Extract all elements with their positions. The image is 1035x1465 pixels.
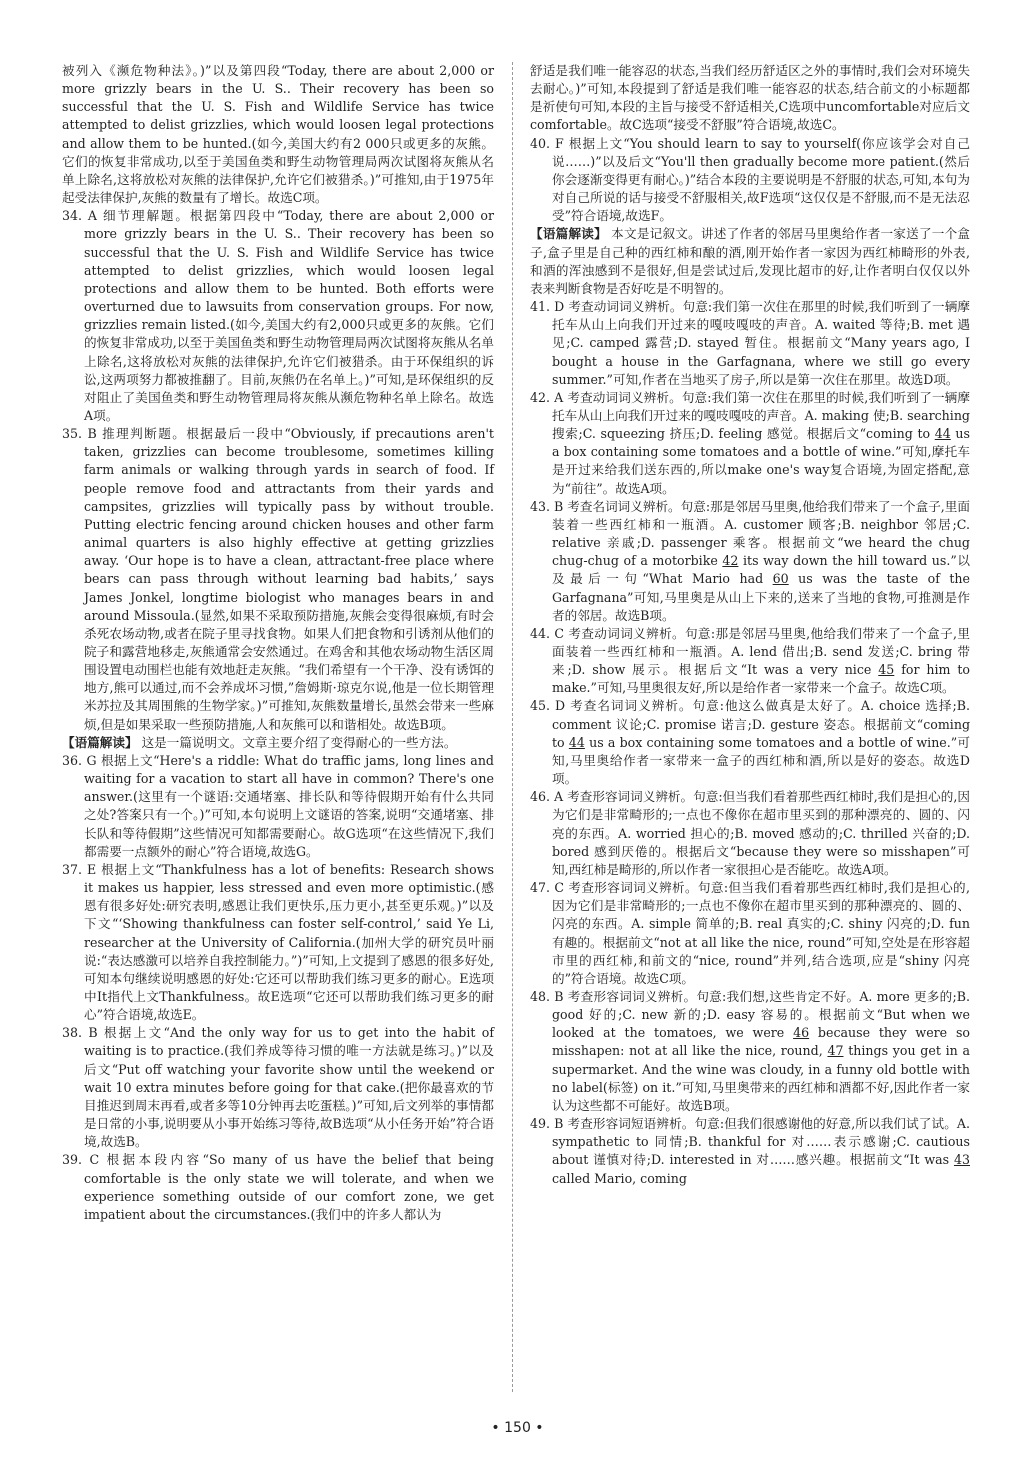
text-part: us a box containing some tomatoes and a bottle of wine.”可知,马里奥给作者一家带来一盒子的西红柿和酒,所以是好的姿态。故选D项。 [552, 734, 970, 787]
passage-analysis-text: 这是一篇说明文。文章主要介绍了变得耐心的一些方法。 [137, 734, 457, 750]
text-part: 45. D 考查名词词义辨析。句意:他这么做真是太好了。A. choice 选择;B. comment 议论;C. promise 诺言;D. gesture 姿态。根据前文“coming to [530, 698, 970, 750]
answer-40: 40. F 根据上文“You should learn to say to yourself(你应该学会对自己说……)”以及后文“You'll then gradually become more patient.(然后你会逐渐变得更有耐心。)”结合本段的主要说明是不舒服的状态,可知,本句为对自己所说的话与接受不舒服相关,故F选项“这仅仅是不舒服,而不是无法忍受”符合语境,故选F。 [530, 135, 970, 224]
answer-38: 38. B 根据上文“And the only way for us to get into the habit of waiting is to practice.(我们养成等待习惯的唯一方法就是练习。)”以及后文“Put off watching your favorite show until the weekend or wait 10 extra minutes before going for that cake.(把你最喜欢的节目推迟到周末再看,或者多等10分钟再去吃蛋糕。)”可知,后文列举的事情都是日常的小事,说明要从小事开始练习等待,故B选项“从小任务开始”符合语境,故选B。 [62, 1025, 494, 1150]
answer-42 [530, 389, 970, 498]
answer-36: 36. G 根据上文“Here's a riddle: What do traffic jams, long lines and waiting for a vacation to start all have in common? There's one answer.(这里有一个谜语:交通堵塞、排长队和等待假期开始有什么共同之处?答案只有一个。)”可知,本句说明上文谜语的答案,说明“交通堵塞、排长队和等待假期”这些情况可知都需要耐心。故G选项“在这些情况下,我们都需要一点额外的耐心”符合语境,故选G。 [62, 752, 494, 859]
answer-48 [530, 988, 970, 1115]
passage-analysis-title: 【语篇解读】 [530, 226, 607, 242]
answer-44 [530, 625, 970, 698]
answer-39: 39. C 根据本段内容“So many of us have the belief that being comfortable is the only state we will tolerate, and when we experience something outside of our comfort zone, we get impatient about the circumstances.(我们中的许多人都认为 [62, 1152, 494, 1222]
page-number: • 150 • [491, 1420, 544, 1436]
passage-analysis-title: 【语篇解读】 [62, 734, 138, 750]
column-divider [512, 62, 513, 1392]
text-part: 49. B 考查形容词短语辨析。句意:但我们很感谢他的好意,所以我们试了试。A. sympathetic to 同情;B. thankful for 对……表示感谢;C. cautious about 谨慎对待;D. interested in 对……感兴趣。根据前文“It was [530, 1116, 970, 1168]
passage-analysis [530, 225, 970, 298]
text-part: its way down the hill toward us.”以及最后一句“What Mario had [552, 553, 970, 587]
passage-analysis [62, 734, 494, 752]
blank-number: 43 [953, 1152, 970, 1168]
right-column [530, 62, 970, 1188]
blank-number: 42 [722, 553, 739, 569]
blank-number: 60 [772, 571, 789, 587]
text-part: things you get in a supermarket. And the wine was cloudy, in a funny old bottle with no label(标签) on it.”可知,马里奥带来的西红柿和酒都不好,因此作者一家认为这些都不可能好。故选B项。 [552, 1043, 970, 1113]
text-part: 48. B 考查形容词词义辨析。句意:我们想,这些肯定不好。A. more 更多的;B. good 好的;C. new 新的;D. easy 容易的。根据前文“But when we looked at the tomatoes, we were [530, 988, 970, 1041]
answer-35: 35. B 推理判断题。根据最后一段中“Obviously, if precautions aren't taken, grizzlies can become troublesome, sometimes killing farm animals or walking through yards in search of food. If people remove food and attractants from their yards and campsites, grizzlies will typically pass by without trouble. Putting electric fencing around chicken houses and other farm animal quarters is also highly effective at getting grizzlies away. ‘Our hope is to have a clean, attractant-free place where bears can pass through without learning bad habits,’ says James Jonkel, longtime biologist who manages bears in and around Missoula.(显然,如果不采取预防措施,灰熊会变得很麻烦,有时会杀死农场动物,或者在院子里寻找食物。如果人们把食物和引诱剂从他们的院子和露营地移走,灰熊通常会安然通过。在鸡舍和其他农场动物生活区周围设置电动围栏也能有效地赶走灰熊。“我们希望有一个干净、没有诱饵的地方,熊可以通过,而不会养成坏习惯,”詹姆斯·琼克尔说,他是一位长期管理米苏拉及其周围熊的生物学家。)”可推知,灰熊数量增长,虽然会带来一些麻烦,但是如果采取一些预防措施,人和灰熊可以和谐相处。故选B项。 [62, 426, 494, 732]
answer-34: 34. A 细节理解题。根据第四段中“Today, there are about 2,000 or more grizzly bears in the U. S.. Their recovery has been so successful that the U. S. Fish and Wildlife Service has twice attempted to delist grizzlies, which would loosen legal protections and allow them to be hunted. Both efforts were overturned due to lawsuits from conservation groups. For now, grizzlies remain listed.(如今,美国大约有2,000只或更多的灰熊。它们的恢复非常成功,以至于美国鱼类和野生动物管理局两次试图将灰熊从名单上除名,这将放松对灰熊的法律保护,允许它们被猎杀。由于环保组织的诉讼,这两项努力都被推翻了。目前,灰熊仍在名单上。)”可知,是环保组织的反对阻止了美国鱼类和野生动物管理局将灰熊从濒危物种名单上除名。故选A项。 [62, 208, 494, 423]
paragraph-continuation: 舒适是我们唯一能容忍的状态,当我们经历舒适区之外的事情时,我们会对环境失去耐心。)”可知,本段提到了舒适是我们唯一能容忍的状态,结合前文的小标题都是祈使句可知,本段的主旨与接受不舒适相关,C选项中uncomfortable对应后文comfortable。故C选项“接受不舒服”符合语境,故选C。 [530, 63, 970, 133]
passage-analysis-text: 本文是记叙文。讲述了作者的邻居马里奥给作者一家送了一个盒子,盒子里是自己种的西红柿和酿的酒,刚开始作者一家因为西红柿畸形的外表,和酒的浑浊感到不是很好,但是尝试过后,发现比超市的好,让作者明白仅仅以外表来判断食物是否好吃是不明智的。 [530, 226, 971, 296]
answer-43 [530, 498, 970, 625]
blank-number: 47 [827, 1043, 844, 1059]
answer-41: 41. D 考查动词词义辨析。句意:我们第一次住在那里的时候,我们听到了一辆摩托车从山上向我们开过来的嘎吱嘎吱的声音。A. waited 等待;B. met 遇见;C. camped 露营;D. stayed 暂住。根据前文“Many years ago, I bought a house in the Garfagnana, where we still go every summer.”可知,作者在当地买了房子,所以是第一次住在那里。故选D项。 [530, 299, 970, 387]
blank-number: 46 [793, 1025, 810, 1041]
answer-47: 47. C 考查形容词词义辨析。句意:但当我们看着那些西红柿时,我们是担心的,因为它们是非常畸形的;一点也不像你在超市里买到的那种漂亮的、圆的、闪亮的东西。A. simple 简单的;B. real 真实的;C. shiny 闪亮的;D. fun 有趣的。根据前文“not at all like the nice, round”可知,空处是在形容超市里的西红柿,和前文的“nice, round”并列,结合选项,应是“shiny 闪亮的”符合语境。故选C项。 [530, 880, 970, 986]
answer-49 [530, 1115, 970, 1188]
text-part: for him to make.”可知,马里奥很友好,所以是给作者一家带来一个盒子。故选C项。 [552, 662, 971, 696]
blank-number: 44 [568, 734, 585, 750]
left-column [62, 62, 494, 1224]
text-part: 43. B 考查名词词义辨析。句意:那是邻居马里奥,他给我们带来了一个盒子,里面装着一些西红柿和一瓶酒。A. customer 顾客;B. neighbor 邻居;C. relative 亲戚;D. passenger 乘客。根据前文“we heard the chug chug-chug of a motorbike [530, 498, 970, 569]
text-part: called Mario, coming [552, 1170, 687, 1186]
text-part: 44. C 考查动词词义辨析。句意:那是邻居马里奥,他给我们带来了一个盒子,里面装着一些西红柿和一瓶酒。A. lend 借出;B. send 发送;C. bring 带来;D. show 展示。根据后文“It was a very nice [530, 625, 970, 678]
text-part: us was the taste of the Garfagnana”可知,马里奥是从山上下来的,送来了当地的食物,可推测是作者的邻居。故选B项。 [552, 571, 970, 623]
blank-number: 44 [934, 426, 951, 442]
answer-46: 46. A 考查形容词词义辨析。句意:但当我们看着那些西红柿时,我们是担心的,因为它们是非常畸形的;一点也不像你在超市里买到的那种漂亮的、圆的、闪亮的东西。A. worried 担心的;B. moved 感动的;C. thrilled 兴奋的;D. bored 感到厌倦的。根据后文“because they were so misshapen”可知,西红柿是畸形的,所以作者一家很担心是否能吃。故选A项。 [530, 789, 970, 877]
text-part: because they were so misshapen: not at all like the nice, round, [552, 1025, 970, 1059]
blank-number: 45 [878, 662, 895, 678]
answer-37: 37. E 根据上文“Thankfulness has a lot of benefits: Research shows it makes us happier, less stressed and even more optimistic.(感恩有很多好处:研究表明,感恩让我们更快乐,压力更小,甚至更乐观。)”以及下文“‘Showing thankfulness can foster self-control,’ said Ye Li, researcher at the University of California.(加州大学的研究员叶丽说:“表达感激可以培养自我控制能力。”)”可知,上文提到了感恩的很多好处,可知本句继续说明感恩的好处:它还可以帮助我们练习更多的耐心。E选项中It指代上文Thankfulness。故E选项“它还可以帮助我们练习更多的耐心”符合语境,故选E。 [62, 861, 494, 1023]
text-part: us a box containing some tomatoes and a bottle of wine.”可知,摩托车是开过来给我们送东西的,所以make one's way复合语境,为固定搭配,意为“前往”。故选A项。 [552, 426, 970, 496]
paragraph-continuation: 被列入《濒危物种法》。)”以及第四段“Today, there are about 2,000 or more grizzly bears in the U. S.. Their recovery has been so successful that the U. S. Fish and Wildlife Service has twice attempted to delist grizzlies, which would loosen legal protections and allow them to be hunted.(如今,美国大约有2 000只或更多的灰熊。它们的恢复非常成功,以至于美国鱼类和野生动物管理局两次试图将灰熊从名单上除名,这将放松对灰熊的法律保护,允许它们被猎杀。)”可推知,由于1975年起受法律保护,灰熊的数量有了增长。故选C项。 [62, 63, 494, 206]
answer-45 [530, 697, 970, 788]
text-part: 42. A 考查动词词义辨析。句意:我们第一次住在那里的时候,我们听到了一辆摩托车从山上向我们开过来的嘎吱嘎吱的声音。A. making 使;B. searching 搜索;C. squeezing 挤压;D. feeling 感觉。根据后文“coming to [530, 389, 970, 442]
